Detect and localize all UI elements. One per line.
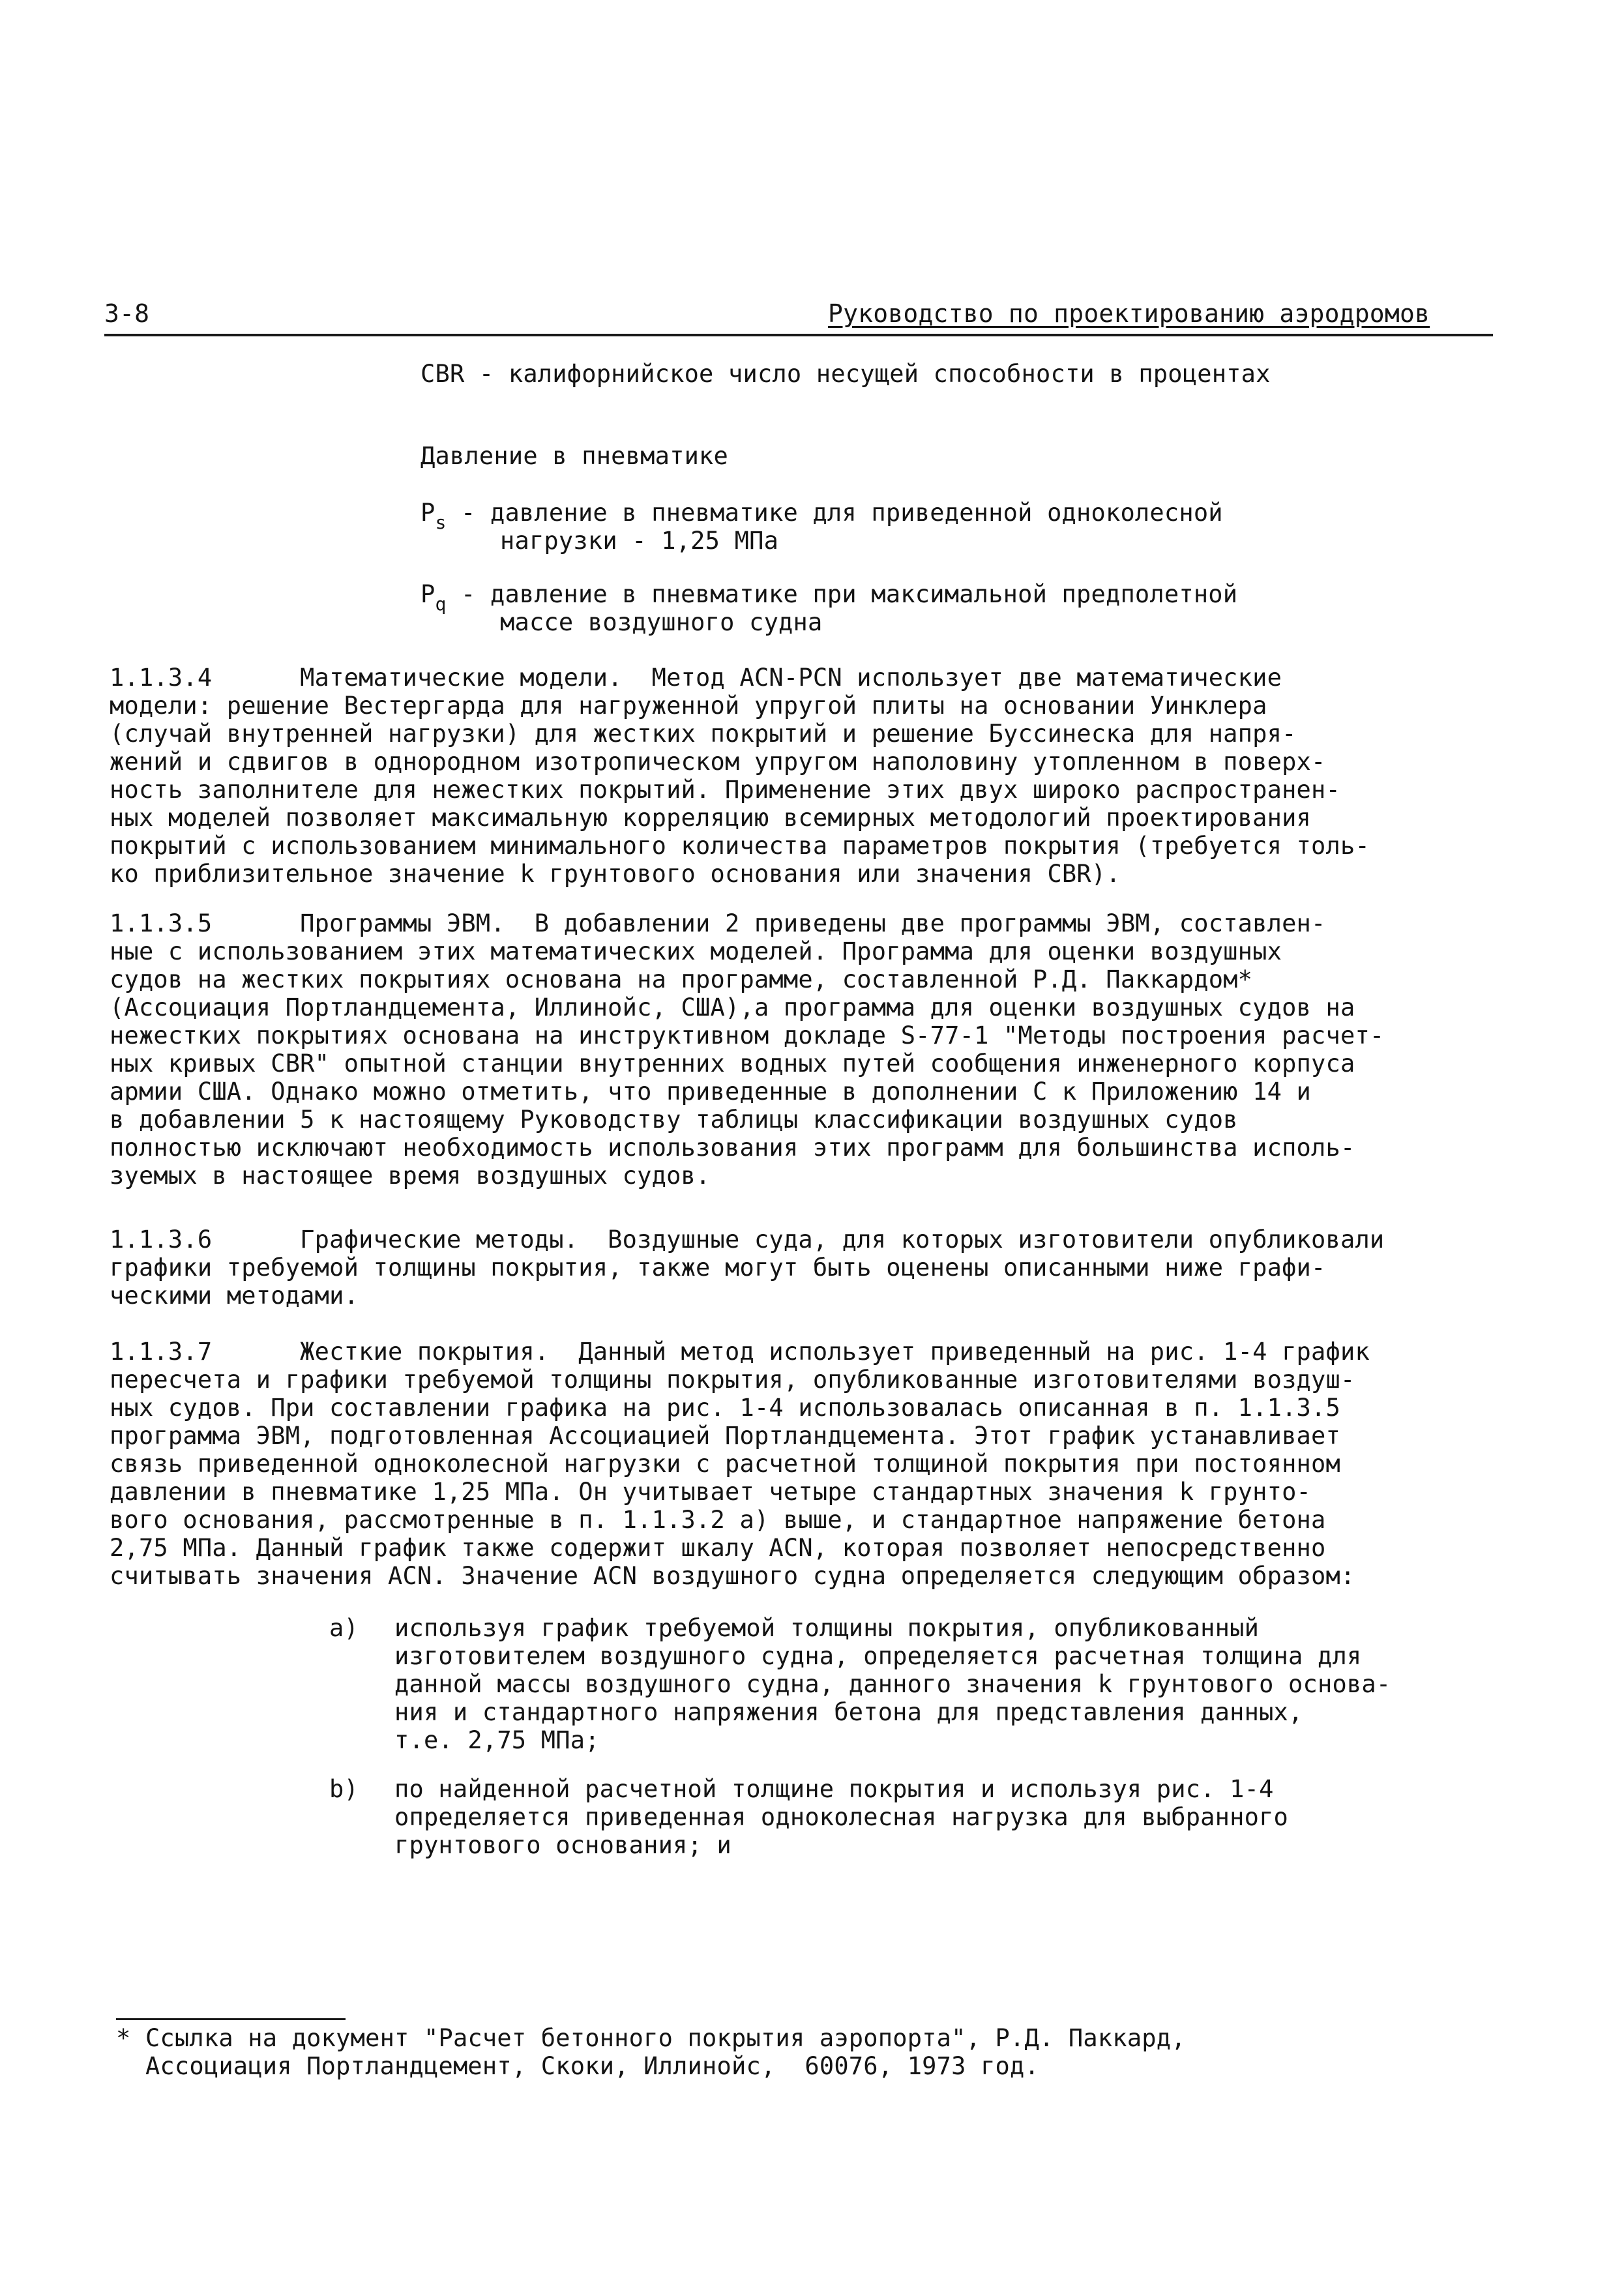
text-line: давлении в пневматике 1,25 МПа. Он учитывает четыре стандартных значения k грунто- bbox=[110, 1478, 1312, 1506]
paragraph-1-1-3-7 bbox=[110, 1338, 1370, 1590]
running-header-title: Руководство по проектированию аэродромов bbox=[828, 299, 1430, 328]
text-line: покрытий с использованием минимального количества параметров покрытия (требуется толь- bbox=[110, 832, 1370, 860]
text-line: 1.1.3.7 Жесткие покрытия. Данный метод использует приведенный на рис. 1-4 график bbox=[110, 1338, 1370, 1366]
text-line: модели: решение Вестергарда для нагруженной упругой плиты на основании Уинклера bbox=[110, 692, 1267, 720]
text-line: 1.1.3.5 Программы ЭВМ. В добавлении 2 приведены две программы ЭВМ, составлен- bbox=[110, 909, 1326, 937]
text-line: (Ассоциация Портландцемента, Иллинойс, США),а программа для оценки воздушных судов на bbox=[110, 993, 1355, 1021]
text-line: 2,75 МПа. Данный график также содержит шкалу ACN, которая позволяет непосредственно bbox=[110, 1534, 1326, 1562]
text-line: данной массы воздушного судна, данного значения k грунтового основа- bbox=[394, 1670, 1391, 1698]
text-line: вого основания, рассмотренные в п. 1.1.3.2 а) выше, и стандартное напряжение бетона bbox=[110, 1506, 1326, 1534]
footnote bbox=[116, 2024, 1186, 2080]
text-line: программа ЭВМ, подготовленная Ассоциацией Портландцемента. Этот график устанавливает bbox=[110, 1422, 1340, 1450]
text-line: 1.1.3.6 Графические методы. Воздушные суда, для которых изготовители опубликовали bbox=[110, 1226, 1385, 1254]
text-line: ных кривых CBR" опытной станции внутренних водных путей сообщения инженерного корпуса bbox=[110, 1050, 1355, 1078]
text-line: судов на жестких покрытиях основана на программе, составленной Р.Д. Паккардом* bbox=[110, 965, 1253, 993]
paragraph-1-1-3-4 bbox=[110, 664, 1370, 888]
text-line: ность заполнителе для нежестких покрытий. Применение этих двух широко распространен- bbox=[110, 776, 1340, 804]
text-line: считывать значения ACN. Значение ACN воздушного судна определяется следующим образом: bbox=[110, 1562, 1355, 1590]
text-line: ческими методами. bbox=[110, 1282, 359, 1310]
list-item-a bbox=[394, 1614, 1391, 1754]
page-number: 3-8 bbox=[104, 299, 150, 328]
tyre-pressure-heading: Давление в пневматике bbox=[421, 442, 728, 470]
ps-symbol: $P_s$ bbox=[421, 499, 447, 533]
text-line: графики требуемой толщины покрытия, также могут быть оценены описанными ниже графи- bbox=[110, 1254, 1326, 1282]
footnote-line: Ассоциация Портландцемент, Скоки, Иллинойс, 60076, 1973 год. bbox=[116, 2052, 1039, 2080]
text-line: 1.1.3.4 Математические модели. Метод ACN-PCN использует две математические bbox=[110, 664, 1282, 692]
cbr-definition: CBR - калифорнийское число несущей способности в процентах bbox=[421, 360, 1271, 388]
ps-text-line1: - давление в пневматике для приведенной одноколесной bbox=[461, 499, 1223, 527]
text-line: ния и стандартного напряжения бетона для представления данных, bbox=[394, 1698, 1303, 1726]
list-marker-b: b) bbox=[329, 1775, 359, 1803]
list-item-b bbox=[394, 1775, 1288, 1859]
text-line: нежестких покрытиях основана на инструктивном докладе S-77-1 "Методы построения расчет- bbox=[110, 1021, 1385, 1050]
ps-definition bbox=[421, 499, 1223, 533]
pq-text-line1: - давление в пневматике при максимальной предполетной bbox=[461, 580, 1238, 608]
text-line: по найденной расчетной толщине покрытия и используя рис. 1-4 bbox=[394, 1775, 1274, 1803]
text-line: ные с использованием этих математических моделей. Программа для оценки воздушных bbox=[110, 937, 1282, 965]
text-line: в добавлении 5 к настоящему Руководству таблицы классификации воздушных судов bbox=[110, 1106, 1238, 1134]
text-line: грунтового основания; и bbox=[394, 1831, 731, 1859]
text-line: определяется приведенная одноколесная нагрузка для выбранного bbox=[394, 1803, 1289, 1831]
list-marker-a: a) bbox=[329, 1614, 359, 1642]
text-line: полностью исключают необходимость использования этих программ для большинства исполь- bbox=[110, 1134, 1355, 1162]
text-line: ных судов. При составлении графика на рис. 1-4 использовалась описанная в п. 1.1.3.5 bbox=[110, 1394, 1340, 1422]
text-line: используя график требуемой толщины покрытия, опубликованный bbox=[394, 1614, 1260, 1642]
pq-definition bbox=[421, 580, 1238, 615]
pq-text-line2: массе воздушного судна bbox=[500, 608, 823, 636]
paragraph-1-1-3-6 bbox=[110, 1226, 1384, 1310]
footnote-line: * Ссылка на документ "Расчет бетонного покрытия аэропорта", Р.Д. Паккард, bbox=[116, 2024, 1186, 2052]
paragraph-1-1-3-5 bbox=[110, 909, 1384, 1190]
text-line: связь приведенной одноколесной нагрузки с расчетной толщиной покрытия при постоянном bbox=[110, 1450, 1340, 1478]
ps-text-line2: нагрузки - 1,25 МПа bbox=[500, 527, 779, 555]
text-line: армии США. Однако можно отметить, что приведенные в дополнении С к Приложению 14 и bbox=[110, 1078, 1312, 1106]
text-line: жений и сдвигов в однородном изотропическом упругом наполовину утопленном в поверх- bbox=[110, 748, 1326, 776]
text-line: пересчета и графики требуемой толщины покрытия, опубликованные изготовителями воздуш- bbox=[110, 1366, 1355, 1394]
header-rule bbox=[104, 334, 1493, 336]
footnote-rule bbox=[116, 2018, 346, 2020]
text-line: т.е. 2,75 МПа; bbox=[394, 1726, 600, 1754]
text-line: (случай внутренней нагрузки) для жестких покрытий и решение Буссинеска для напря- bbox=[110, 720, 1297, 748]
pq-symbol: $P_q$ bbox=[421, 580, 447, 615]
text-line: изготовителем воздушного судна, определяется расчетная толщина для bbox=[394, 1642, 1362, 1670]
text-line: зуемых в настоящее время воздушных судов. bbox=[110, 1162, 711, 1190]
text-line: ко приблизительное значение k грунтового основания или значения CBR). bbox=[110, 860, 1121, 888]
text-line: ных моделей позволяет максимальную корреляцию всемирных методологий проектирования bbox=[110, 804, 1312, 832]
